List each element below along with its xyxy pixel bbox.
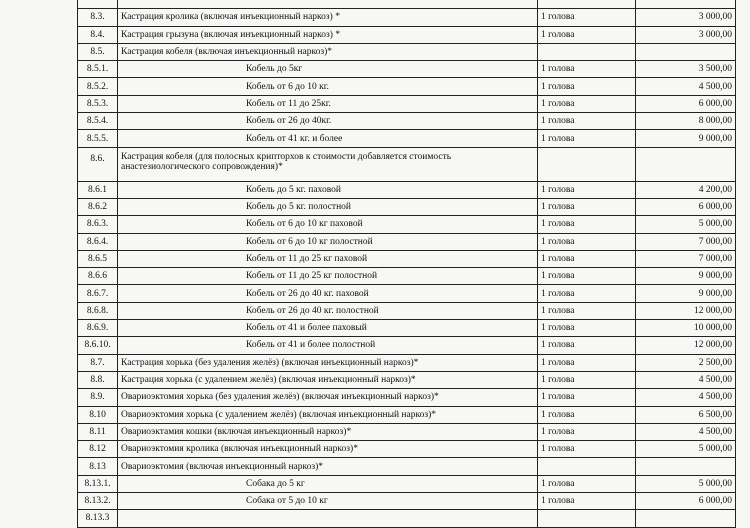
row-number: 8.13.2. <box>78 493 118 510</box>
row-description: Кобель от 26 до 40 кг. полостной <box>118 302 538 319</box>
price-table-body <box>78 0 736 527</box>
row-description: Овариоэктомия хорька (с удалением желёз) (включая инъекционный наркоз)* <box>118 406 538 423</box>
row-number: 8.5.2. <box>78 78 118 95</box>
row-number: 8.5.3. <box>78 95 118 112</box>
row-number: 8.6.1 <box>78 181 118 198</box>
row-price: 9 000,00 <box>636 268 736 285</box>
row-description: Кастрация кобеля (включая инъекционный наркоз)* <box>118 43 538 60</box>
table-row <box>78 130 736 147</box>
table-row <box>78 61 736 78</box>
row-description <box>118 0 538 9</box>
row-unit <box>538 510 636 527</box>
row-number: 8.6.2 <box>78 198 118 215</box>
row-price: 5 000,00 <box>636 475 736 492</box>
row-unit <box>538 458 636 475</box>
row-price: 3 500,00 <box>636 61 736 78</box>
row-number: 8.6.9. <box>78 320 118 337</box>
row-unit: 1 голова <box>538 233 636 250</box>
row-price: 6 500,00 <box>636 406 736 423</box>
row-price: 4 500,00 <box>636 389 736 406</box>
row-description: Кобель от 26 до 40 кг. паховой <box>118 285 538 302</box>
row-unit: 1 голова <box>538 26 636 43</box>
row-price: 3 000,00 <box>636 26 736 43</box>
row-description: Кобель от 26 до 40кг. <box>118 113 538 130</box>
row-unit: 1 голова <box>538 302 636 319</box>
row-number: 8.13.3 <box>78 510 118 527</box>
row-unit: 1 голова <box>538 95 636 112</box>
row-number: 8.6.10. <box>78 337 118 354</box>
row-description: Кобель от 6 до 10 кг паховой <box>118 216 538 233</box>
table-row <box>78 233 736 250</box>
row-number: 8.5.1. <box>78 61 118 78</box>
row-price: 3 000,00 <box>636 9 736 26</box>
row-price: 6 000,00 <box>636 95 736 112</box>
row-description: Кобель от 11 до 25 кг полостной <box>118 268 538 285</box>
row-unit: 1 голова <box>538 268 636 285</box>
row-unit: 1 голова <box>538 9 636 26</box>
row-price <box>636 458 736 475</box>
row-number: 8.9. <box>78 389 118 406</box>
row-price: 2 500,00 <box>636 354 736 371</box>
row-unit: 1 голова <box>538 441 636 458</box>
row-description: Кобель от 41 кг. и более <box>118 130 538 147</box>
table-row <box>78 337 736 354</box>
row-number: 8.12 <box>78 441 118 458</box>
row-unit <box>538 0 636 9</box>
row-unit: 1 голова <box>538 130 636 147</box>
table-row <box>78 406 736 423</box>
row-price <box>636 0 736 9</box>
row-unit: 1 голова <box>538 371 636 388</box>
row-description: Овариоэктомия кролика (включая инъекционный наркоз)* <box>118 441 538 458</box>
row-number: 8.4. <box>78 26 118 43</box>
row-number: 8.13.1. <box>78 475 118 492</box>
row-price: 6 000,00 <box>636 493 736 510</box>
row-price: 4 500,00 <box>636 78 736 95</box>
row-price: 10 000,00 <box>636 320 736 337</box>
row-number: 8.6.6 <box>78 268 118 285</box>
row-price: 12 000,00 <box>636 337 736 354</box>
table-row <box>78 198 736 215</box>
row-unit: 1 голова <box>538 181 636 198</box>
table-row <box>78 389 736 406</box>
row-price <box>636 147 736 181</box>
table-row <box>78 475 736 492</box>
row-number <box>78 0 118 9</box>
row-description: Кастрация хорька (с удалением желёз) (включая инъекционный наркоз)* <box>118 371 538 388</box>
row-unit: 1 голова <box>538 320 636 337</box>
table-row <box>78 113 736 130</box>
row-unit <box>538 147 636 181</box>
row-unit: 1 голова <box>538 78 636 95</box>
row-unit: 1 голова <box>538 493 636 510</box>
table-row <box>78 9 736 26</box>
row-price: 5 000,00 <box>636 216 736 233</box>
row-price: 6 000,00 <box>636 198 736 215</box>
row-description: Кобель от 41 и более паховый <box>118 320 538 337</box>
table-row <box>78 458 736 475</box>
row-unit: 1 голова <box>538 198 636 215</box>
row-description: Кобель от 6 до 10 кг. <box>118 78 538 95</box>
row-price <box>636 510 736 527</box>
row-description: Кобель от 11 до 25кг. <box>118 95 538 112</box>
row-unit: 1 голова <box>538 389 636 406</box>
row-description: Собака от 5 до 10 кг <box>118 493 538 510</box>
row-price: 9 000,00 <box>636 285 736 302</box>
row-price: 4 500,00 <box>636 423 736 440</box>
row-number: 8.10 <box>78 406 118 423</box>
row-number: 8.7. <box>78 354 118 371</box>
row-number: 8.6.3. <box>78 216 118 233</box>
row-number: 8.6. <box>78 147 118 181</box>
row-unit: 1 голова <box>538 423 636 440</box>
row-description: Овариоэктамия кошки (включая инъекционный наркоз)* <box>118 423 538 440</box>
row-number: 8.5. <box>78 43 118 60</box>
row-price: 4 500,00 <box>636 371 736 388</box>
table-row <box>78 493 736 510</box>
row-price: 8 000,00 <box>636 113 736 130</box>
row-number: 8.13 <box>78 458 118 475</box>
row-price: 12 000,00 <box>636 302 736 319</box>
row-description: Кобель до 5 кг. полостной <box>118 198 538 215</box>
table-row <box>78 285 736 302</box>
row-description: Овариоэктомия хорька (без удаления желёз) (включая инъекционный наркоз)* <box>118 389 538 406</box>
row-unit: 1 голова <box>538 354 636 371</box>
table-row <box>78 268 736 285</box>
row-number: 8.5.4. <box>78 113 118 130</box>
table-row <box>78 371 736 388</box>
table-row <box>78 320 736 337</box>
row-number: 8.5.5. <box>78 130 118 147</box>
row-description: Кастрация хорька (без удаления желёз) (включая инъекционный наркоз)* <box>118 354 538 371</box>
row-number: 8.11 <box>78 423 118 440</box>
price-table <box>77 0 736 528</box>
row-unit <box>538 43 636 60</box>
row-price: 9 000,00 <box>636 130 736 147</box>
row-price: 7 000,00 <box>636 250 736 267</box>
row-number: 8.8. <box>78 371 118 388</box>
row-unit: 1 голова <box>538 250 636 267</box>
table-row <box>78 250 736 267</box>
table-row <box>78 354 736 371</box>
row-price: 5 000,00 <box>636 441 736 458</box>
row-description: Кастрация кролика (включая инъекционный наркоз) * <box>118 9 538 26</box>
row-description: Кобель до 5 кг. паховой <box>118 181 538 198</box>
row-price: 7 000,00 <box>636 233 736 250</box>
row-unit: 1 голова <box>538 337 636 354</box>
table-row <box>78 147 736 181</box>
row-number: 8.3. <box>78 9 118 26</box>
table-row <box>78 78 736 95</box>
row-description: Кобель от 41 и более полостной <box>118 337 538 354</box>
table-row <box>78 510 736 527</box>
row-description: Овариоэктомия (включая инъекционный наркоз)* <box>118 458 538 475</box>
row-number: 8.6.8. <box>78 302 118 319</box>
table-row <box>78 441 736 458</box>
row-description: Кобель от 11 до 25 кг паховой <box>118 250 538 267</box>
table-row <box>78 181 736 198</box>
table-row <box>78 302 736 319</box>
row-price <box>636 43 736 60</box>
row-number: 8.6.4. <box>78 233 118 250</box>
row-description: Кастрация кобеля (для полосных крипторхов к стоимости добавляется стоимость анастезиологического сопровождения)* <box>118 147 538 181</box>
row-unit: 1 голова <box>538 475 636 492</box>
table-row <box>78 26 736 43</box>
row-number: 8.6.7. <box>78 285 118 302</box>
table-row <box>78 423 736 440</box>
row-description: Кобель до 5кг <box>118 61 538 78</box>
table-row <box>78 95 736 112</box>
table-row <box>78 0 736 9</box>
row-unit: 1 голова <box>538 113 636 130</box>
row-unit: 1 голова <box>538 406 636 423</box>
row-description: Кастрация грызуна (включая инъекционный наркоз) * <box>118 26 538 43</box>
row-description <box>118 510 538 527</box>
row-unit: 1 голова <box>538 61 636 78</box>
table-row <box>78 216 736 233</box>
table-row <box>78 43 736 60</box>
row-description: Кобель от 6 до 10 кг полостной <box>118 233 538 250</box>
row-number: 8.6.5 <box>78 250 118 267</box>
row-unit: 1 голова <box>538 285 636 302</box>
row-description: Собака до 5 кг <box>118 475 538 492</box>
row-price: 4 200,00 <box>636 181 736 198</box>
row-unit: 1 голова <box>538 216 636 233</box>
